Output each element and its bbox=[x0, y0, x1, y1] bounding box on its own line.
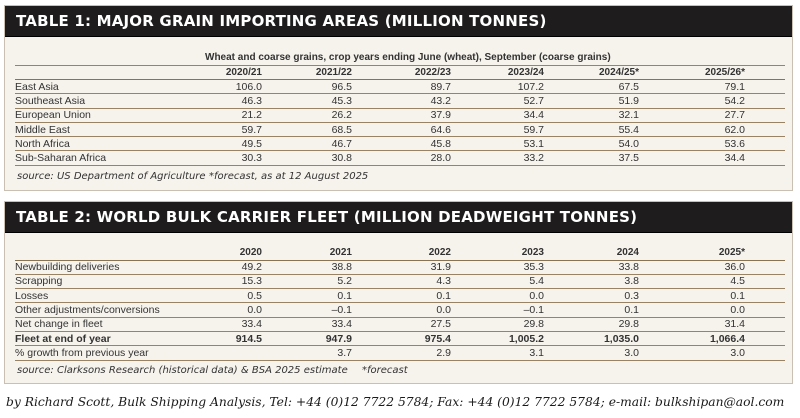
table2-spacer bbox=[745, 274, 785, 288]
table2-cell: 3.7 bbox=[337, 346, 352, 359]
table1-col-header: 2025/26* bbox=[704, 67, 745, 78]
table2-cell: 3.0 bbox=[730, 346, 745, 359]
table2-cell: 31.9 bbox=[430, 261, 451, 274]
table1-cell: 59.7 bbox=[523, 123, 544, 136]
table1-cell: 55.4 bbox=[618, 123, 639, 136]
table1-row bbox=[15, 94, 785, 108]
table2-row-label: % growth from previous year bbox=[15, 346, 149, 359]
table2-source-line bbox=[17, 365, 408, 376]
table2 bbox=[15, 246, 785, 361]
table1-cell: 51.9 bbox=[618, 94, 639, 107]
table1-cell: 49.5 bbox=[241, 137, 262, 150]
table2-cell: 15.3 bbox=[241, 275, 262, 288]
table1-subtitle: Wheat and coarse grains, crop years ending June (wheat), September (coarse grains) bbox=[205, 52, 611, 63]
table2-col-header: 2024 bbox=[616, 247, 639, 259]
table1-cell: 45.8 bbox=[430, 137, 451, 150]
table2-col-header: 2021 bbox=[329, 247, 352, 259]
table2-row bbox=[15, 331, 785, 345]
table2-col-header: 2025* bbox=[718, 247, 745, 259]
table2-cell: 0.5 bbox=[247, 289, 262, 302]
table2-cell: 2.9 bbox=[436, 346, 451, 359]
table1-cell: 34.4 bbox=[523, 109, 544, 122]
table2-spacer bbox=[745, 246, 785, 260]
table1-cell: 53.1 bbox=[523, 137, 544, 150]
table2-row bbox=[15, 317, 785, 331]
table1-cell: 54.0 bbox=[618, 137, 639, 150]
table1-spacer bbox=[745, 108, 785, 122]
table1-cell: 59.7 bbox=[241, 123, 262, 136]
table1-cell: 106.0 bbox=[235, 80, 262, 93]
table2-cell: 33.4 bbox=[241, 318, 262, 331]
table1-cell: 37.9 bbox=[430, 109, 451, 122]
table2-cell: 0.1 bbox=[436, 289, 451, 302]
table1-cell: 64.6 bbox=[430, 123, 451, 136]
table1-cell: 107.2 bbox=[517, 80, 544, 93]
table1-cell: 68.5 bbox=[331, 123, 352, 136]
table1-cell: 89.7 bbox=[430, 80, 451, 93]
table2-cell: 3.0 bbox=[624, 346, 639, 359]
table2-row bbox=[15, 303, 785, 317]
table1-cell: 54.2 bbox=[724, 94, 745, 107]
table2-row bbox=[15, 260, 785, 274]
table1-source: source: US Department of Agriculture bbox=[17, 171, 206, 182]
table1-row-label: Middle East bbox=[15, 123, 70, 136]
table2-cell: 0.3 bbox=[624, 289, 639, 302]
table1-header-row bbox=[15, 66, 785, 80]
table1-spacer bbox=[745, 80, 785, 94]
table2-col-header: 2020 bbox=[239, 247, 262, 259]
table1-cell: 62.0 bbox=[724, 123, 745, 136]
table2-cell: 29.8 bbox=[618, 318, 639, 331]
table1-row bbox=[15, 108, 785, 122]
table1-cell: 67.5 bbox=[618, 80, 639, 93]
table2-cell: 31.4 bbox=[724, 318, 745, 331]
table2-cell: 0.1 bbox=[624, 304, 639, 317]
table2-cell: 914.5 bbox=[235, 332, 262, 345]
table2-cell: –0.1 bbox=[523, 304, 544, 317]
table1-cell: 30.8 bbox=[331, 152, 352, 165]
table2-header-row bbox=[15, 246, 785, 260]
table1-cell: 46.7 bbox=[331, 137, 352, 150]
table2-col-header bbox=[15, 246, 200, 260]
table2-cell: 0.0 bbox=[247, 304, 262, 317]
table1-row-label: Sub-Saharan Africa bbox=[15, 152, 107, 165]
table1-cell: 52.7 bbox=[523, 94, 544, 107]
table1-title: TABLE 1: MAJOR GRAIN IMPORTING AREAS (MILLION TONNES) bbox=[5, 6, 792, 37]
table2-cell: 35.3 bbox=[523, 261, 544, 274]
table2-cell: 0.1 bbox=[337, 289, 352, 302]
table2-cell: 33.8 bbox=[618, 261, 639, 274]
table1-cell: 45.3 bbox=[331, 94, 352, 107]
table2-cell: 3.8 bbox=[624, 275, 639, 288]
table2-row bbox=[15, 289, 785, 303]
table2-cell: 0.0 bbox=[529, 289, 544, 302]
table1-row bbox=[15, 151, 785, 165]
table2-cell: 38.8 bbox=[331, 261, 352, 274]
table1-panel bbox=[4, 5, 793, 191]
table2-cell: –0.1 bbox=[331, 304, 352, 317]
table2-cell bbox=[200, 346, 262, 360]
table1-cell: 43.2 bbox=[430, 94, 451, 107]
table1-source-line bbox=[17, 171, 369, 182]
table2-row bbox=[15, 274, 785, 288]
table1-cell: 37.5 bbox=[618, 152, 639, 165]
table1-spacer bbox=[745, 66, 785, 80]
table2-row-label: Scrapping bbox=[15, 275, 63, 288]
table1-row-label: European Union bbox=[15, 109, 91, 122]
table2-cell: 0.1 bbox=[730, 289, 745, 302]
table2-cell: 5.2 bbox=[337, 275, 352, 288]
table1-cell: 26.2 bbox=[331, 109, 352, 122]
table2-cell: 29.8 bbox=[523, 318, 544, 331]
table2-cell: 5.4 bbox=[529, 275, 544, 288]
table2-cell: 33.4 bbox=[331, 318, 352, 331]
table1-spacer bbox=[745, 94, 785, 108]
table2-row-label: Fleet at end of year bbox=[15, 332, 111, 345]
table1-cell: 28.0 bbox=[430, 152, 451, 165]
table2-cell: 0.0 bbox=[436, 304, 451, 317]
table2-row-label: Net change in fleet bbox=[15, 318, 103, 331]
table2-spacer bbox=[745, 346, 785, 360]
table1-col-header: 2020/21 bbox=[225, 67, 262, 78]
table2-row-label: Newbuilding deliveries bbox=[15, 261, 120, 274]
table2-cell: 0.0 bbox=[730, 304, 745, 317]
table2-cell: 975.4 bbox=[424, 332, 451, 345]
table1-col-header: 2023/24 bbox=[507, 67, 544, 78]
table1-cell: 32.1 bbox=[618, 109, 639, 122]
table1-cell: 79.1 bbox=[724, 80, 745, 93]
table2-cell: 27.5 bbox=[430, 318, 451, 331]
table2-title: TABLE 2: WORLD BULK CARRIER FLEET (MILLION DEADWEIGHT TONNES) bbox=[5, 202, 792, 233]
table2-spacer bbox=[745, 331, 785, 345]
table2-row-label: Other adjustments/conversions bbox=[15, 304, 160, 317]
table1-row-label: Southeast Asia bbox=[15, 94, 86, 107]
table2-spacer bbox=[745, 289, 785, 303]
table1-cell: 30.3 bbox=[241, 152, 262, 165]
table2-cell: 4.3 bbox=[436, 275, 451, 288]
table2-spacer bbox=[745, 303, 785, 317]
author-footer: by Richard Scott, Bulk Shipping Analysis, Tel: +44 (0)12 7722 5784; Fax: +44 (0)12 7722 5784; e-mail: bulkshipan@aol.com bbox=[6, 395, 785, 409]
table1-row bbox=[15, 80, 785, 94]
table2-source: source: Clarksons Research (historical data) & BSA 2025 estimate bbox=[17, 365, 348, 376]
table2-panel bbox=[4, 201, 793, 384]
table1-row-label: East Asia bbox=[15, 80, 59, 93]
table2-cell: 947.9 bbox=[325, 332, 352, 345]
table2-cell: 1,035.0 bbox=[603, 332, 639, 345]
table2-col-header: 2023 bbox=[521, 247, 544, 259]
table1-cell: 27.7 bbox=[724, 109, 745, 122]
table1-row bbox=[15, 122, 785, 136]
table2-col-header: 2022 bbox=[428, 247, 451, 259]
table2-cell: 49.2 bbox=[241, 261, 262, 274]
table2-spacer bbox=[745, 260, 785, 274]
table1-spacer bbox=[745, 151, 785, 165]
table1-spacer bbox=[745, 122, 785, 136]
table1-wrap bbox=[15, 65, 785, 166]
table1-cell: 33.2 bbox=[523, 152, 544, 165]
table2-cell: 1,066.4 bbox=[709, 332, 745, 345]
table1-cell: 46.3 bbox=[241, 94, 262, 107]
table2-row-label: Losses bbox=[15, 289, 49, 302]
table2-cell: 3.1 bbox=[529, 346, 544, 359]
table1-note: *forecast, as at 12 August 2025 bbox=[209, 171, 369, 182]
table1-col-header: 2024/25* bbox=[598, 67, 639, 78]
table2-cell: 36.0 bbox=[724, 261, 745, 274]
table1-col-header: 2022/23 bbox=[414, 67, 451, 78]
table1-cell: 53.6 bbox=[724, 137, 745, 150]
table2-note: *forecast bbox=[362, 365, 408, 376]
table2-cell: 1,005.2 bbox=[508, 332, 544, 345]
table2-row bbox=[15, 346, 785, 360]
table2-wrap bbox=[15, 246, 785, 361]
table1-row bbox=[15, 137, 785, 151]
table1-row-label: North Africa bbox=[15, 137, 70, 150]
table1-cell: 34.4 bbox=[724, 152, 745, 165]
table1-col-header bbox=[15, 66, 200, 80]
table1-spacer bbox=[745, 137, 785, 151]
table2-spacer bbox=[745, 317, 785, 331]
table1 bbox=[15, 65, 785, 166]
table1-cell: 21.2 bbox=[241, 109, 262, 122]
table1-col-header: 2021/22 bbox=[315, 67, 352, 78]
table1-cell: 96.5 bbox=[331, 80, 352, 93]
table2-cell: 4.5 bbox=[730, 275, 745, 288]
